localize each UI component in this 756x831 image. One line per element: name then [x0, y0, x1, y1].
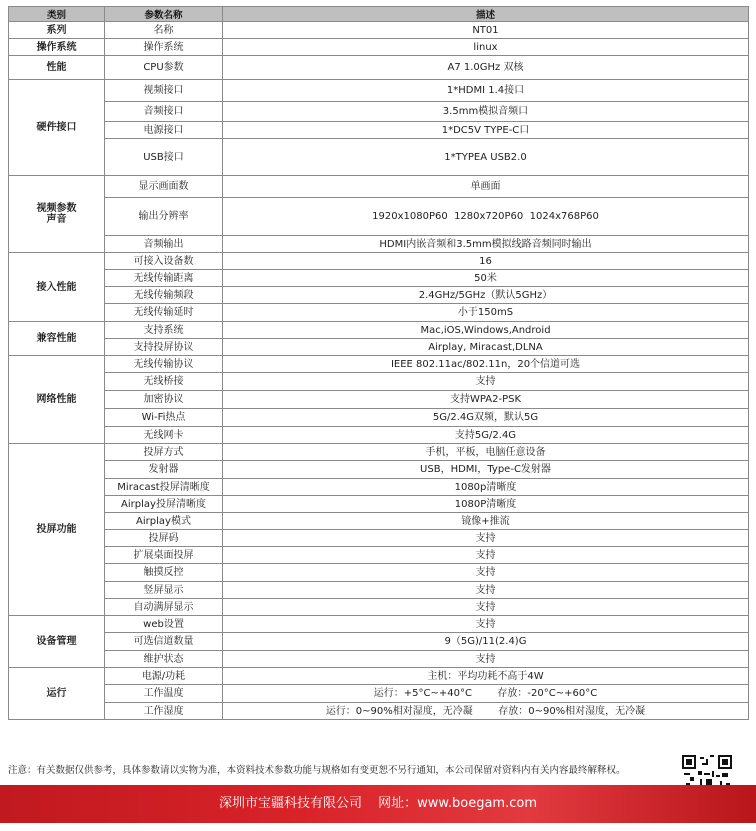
param-name-cell: 维护状态 — [105, 651, 223, 668]
param-name-cell: 投屏码 — [105, 530, 223, 547]
table-row — [9, 582, 749, 599]
footer-website-label: 网址： — [378, 796, 418, 811]
header-description: 描述 — [223, 7, 749, 22]
param-name-cell: web设置 — [105, 616, 223, 633]
table-row — [9, 139, 749, 176]
table-row — [9, 444, 749, 461]
description-cell: IEEE 802.11ac/802.11n，20个信道可选 — [223, 356, 749, 373]
table-row — [9, 409, 749, 427]
table-row — [9, 253, 749, 270]
description-cell: NT01 — [223, 22, 749, 39]
table-row — [9, 461, 749, 479]
param-name-cell: 音频输出 — [105, 236, 223, 253]
description-cell: 支持 — [223, 599, 749, 616]
description-cell: 9（5G)/11(2.4)G — [223, 633, 749, 651]
param-name-cell: Wi-Fi热点 — [105, 409, 223, 427]
description-cell: Airplay, Miracast,DLNA — [223, 339, 749, 356]
param-name-cell: 无线桥接 — [105, 373, 223, 391]
param-name-cell: 触摸反控 — [105, 564, 223, 582]
description-cell: 支持WPA2-PSK — [223, 391, 749, 409]
table-row — [9, 198, 749, 236]
category-cell: 投屏功能 — [9, 444, 105, 616]
footer-text — [0, 785, 756, 823]
description-cell: 支持 — [223, 530, 749, 547]
table-row — [9, 56, 749, 80]
category-cell: 兼容性能 — [9, 322, 105, 356]
param-name-cell: 自动满屏显示 — [105, 599, 223, 616]
table-row — [9, 530, 749, 547]
param-name-cell: CPU参数 — [105, 56, 223, 80]
description-cell: 1*DC5V TYPE-C口 — [223, 122, 749, 139]
category-cell: 系列 — [9, 22, 105, 39]
param-name-cell: 工作温度 — [105, 685, 223, 703]
table-row — [9, 703, 749, 720]
description-cell: 1080P清晰度 — [223, 496, 749, 513]
table-row — [9, 356, 749, 373]
category-cell: 接入性能 — [9, 253, 105, 322]
param-name-cell: 无线传输距离 — [105, 270, 223, 287]
description-cell: 1*TYPEA USB2.0 — [223, 139, 749, 176]
param-name-cell: USB接口 — [105, 139, 223, 176]
description-cell: 1920x1080P60 1280x720P60 1024x768P60 — [223, 198, 749, 236]
param-name-cell: 支持投屏协议 — [105, 339, 223, 356]
description-cell: 运行：0~90%相对湿度，无冷凝 存放：0~90%相对湿度，无冷凝 — [223, 703, 749, 720]
category-cell: 操作系统 — [9, 39, 105, 56]
table-row — [9, 651, 749, 668]
description-cell: 50米 — [223, 270, 749, 287]
param-name-cell: Miracast投屏清晰度 — [105, 479, 223, 496]
table-row — [9, 427, 749, 444]
description-cell: A7 1.0GHz 双核 — [223, 56, 749, 80]
category-cell: 网络性能 — [9, 356, 105, 444]
param-name-cell: 视频接口 — [105, 80, 223, 102]
param-name-cell: Airplay投屏清晰度 — [105, 496, 223, 513]
table-row — [9, 599, 749, 616]
param-name-cell: 名称 — [105, 22, 223, 39]
param-name-cell: 加密协议 — [105, 391, 223, 409]
table-row — [9, 287, 749, 304]
description-cell: 单画面 — [223, 176, 749, 198]
footer-website-link[interactable]: www.boegam.com — [417, 796, 537, 811]
table-row — [9, 304, 749, 322]
table-row — [9, 102, 749, 122]
table-row — [9, 496, 749, 513]
param-name-cell: 工作湿度 — [105, 703, 223, 720]
description-cell: 运行：+5°C~+40°C 存放：-20°C~+60°C — [223, 685, 749, 703]
description-cell: 1080p清晰度 — [223, 479, 749, 496]
table-row — [9, 270, 749, 287]
param-name-cell: 无线传输频段 — [105, 287, 223, 304]
description-cell: 支持5G/2.4G — [223, 427, 749, 444]
description-cell: 主机：平均功耗不高于4W — [223, 668, 749, 685]
param-name-cell: 电源接口 — [105, 122, 223, 139]
param-name-cell: 支持系统 — [105, 322, 223, 339]
param-name-cell: 发射器 — [105, 461, 223, 479]
category-cell: 运行 — [9, 668, 105, 720]
table-row — [9, 479, 749, 496]
description-cell: 手机，平板，电脑任意设备 — [223, 444, 749, 461]
param-name-cell: 电源/功耗 — [105, 668, 223, 685]
param-name-cell: 投屏方式 — [105, 444, 223, 461]
table-row — [9, 564, 749, 582]
table-row — [9, 80, 749, 102]
param-name-cell: 输出分辨率 — [105, 198, 223, 236]
description-cell: 1*HDMI 1.4接口 — [223, 80, 749, 102]
table-row — [9, 685, 749, 703]
table-row — [9, 122, 749, 139]
description-cell: 支持 — [223, 547, 749, 564]
spec-sheet — [8, 6, 748, 720]
table-row — [9, 22, 749, 39]
table-row — [9, 39, 749, 56]
table-row — [9, 547, 749, 564]
footer-banner — [0, 785, 756, 823]
param-name-cell: 竖屏显示 — [105, 582, 223, 599]
description-cell: 小于150mS — [223, 304, 749, 322]
table-row — [9, 373, 749, 391]
param-name-cell: 扩展桌面投屏 — [105, 547, 223, 564]
category-cell: 性能 — [9, 56, 105, 80]
description-cell: HDMI内嵌音频和3.5mm模拟线路音频同时输出 — [223, 236, 749, 253]
description-cell: USB，HDMI，Type-C发射器 — [223, 461, 749, 479]
bottom-strip — [0, 823, 756, 831]
description-cell: Mac,iOS,Windows,Android — [223, 322, 749, 339]
table-row — [9, 322, 749, 339]
description-cell: 5G/2.4G双频，默认5G — [223, 409, 749, 427]
footer-company: 深圳市宝疆科技有限公司 — [219, 796, 363, 811]
description-cell: 支持 — [223, 373, 749, 391]
description-cell: 支持 — [223, 564, 749, 582]
param-name-cell: 无线传输延时 — [105, 304, 223, 322]
description-cell: 支持 — [223, 582, 749, 599]
table-row — [9, 668, 749, 685]
table-row — [9, 616, 749, 633]
description-cell: 支持 — [223, 651, 749, 668]
disclaimer-note: 注意：有关数据仅供参考，具体参数请以实物为准，本资料技术参数功能与规格如有变更恕不另行通知，本公司保留对资料内有关内容最终解释权。 — [8, 765, 626, 776]
description-cell: 支持 — [223, 616, 749, 633]
description-cell: 镜像+推流 — [223, 513, 749, 530]
description-cell: linux — [223, 39, 749, 56]
table-row — [9, 176, 749, 198]
param-name-cell: 无线网卡 — [105, 427, 223, 444]
category-cell: 视频参数 声音 — [9, 176, 105, 253]
param-name-cell: 无线传输协议 — [105, 356, 223, 373]
table-header-row — [9, 7, 749, 22]
param-name-cell: 可接入设备数 — [105, 253, 223, 270]
description-cell: 3.5mm模拟音频口 — [223, 102, 749, 122]
table-row — [9, 339, 749, 356]
spec-table — [8, 6, 749, 720]
category-cell: 设备管理 — [9, 616, 105, 668]
table-row — [9, 513, 749, 530]
param-name-cell: 可选信道数量 — [105, 633, 223, 651]
table-row — [9, 236, 749, 253]
description-cell: 2.4GHz/5GHz（默认5GHz） — [223, 287, 749, 304]
param-name-cell: 显示画面数 — [105, 176, 223, 198]
header-param-name: 参数名称 — [105, 7, 223, 22]
table-row — [9, 391, 749, 409]
param-name-cell: 操作系统 — [105, 39, 223, 56]
param-name-cell: 音频接口 — [105, 102, 223, 122]
param-name-cell: Airplay模式 — [105, 513, 223, 530]
category-cell: 硬件接口 — [9, 80, 105, 176]
spec-table-body — [9, 22, 749, 720]
header-category: 类别 — [9, 7, 105, 22]
table-row — [9, 633, 749, 651]
description-cell: 16 — [223, 253, 749, 270]
